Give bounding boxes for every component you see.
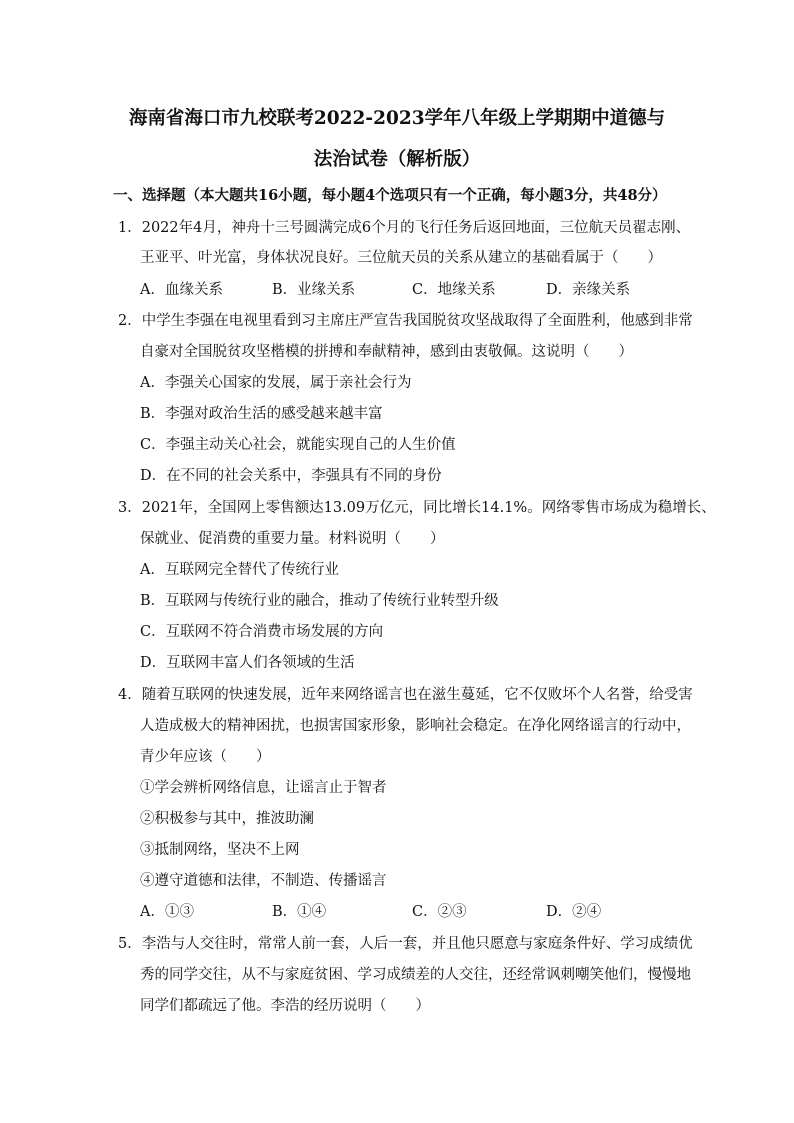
question-3-line-1: 3．2021年，全国网上零售额达13.09万亿元，同比增长14.1%。网络零售市场成为稳增长、 bbox=[118, 500, 716, 516]
question-5-line-3: 同学们都疏远了他。李浩的经历说明（ ） bbox=[140, 998, 430, 1014]
question-4-line-2: 人造成极大的精神困扰，也损害国家形象，影响社会稳定。在净化网络谣言的行动中， bbox=[140, 718, 691, 734]
question-3-option-d: D．互联网丰富人们各领域的生活 bbox=[140, 655, 355, 671]
question-5-line-2: 秀的同学交往，从不与家庭贫困、学习成绩差的人交往，还经常讽刺嘲笑他们，慢慢地 bbox=[140, 967, 691, 983]
question-4-item-1: ①学会辨析网络信息，让谣言止于智者 bbox=[140, 780, 387, 796]
question-1-line-1: 1．2022年4月，神舟十三号圆满完成6个月的飞行任务后返回地面，三位航天员翟志刚、 bbox=[118, 220, 691, 236]
question-2-option-d: D．在不同的社会关系中，李强具有不同的身份 bbox=[140, 468, 442, 484]
question-2-option-a: A．李强关心国家的发展，属于亲社会行为 bbox=[140, 375, 412, 391]
question-4-option-c: C．②③ bbox=[412, 904, 467, 920]
question-4-option-d: D．②④ bbox=[546, 904, 602, 920]
question-2-line-1: 2．中学生李强在电视里看到习主席庄严宣告我国脱贫攻坚战取得了全面胜利，他感到非常 bbox=[118, 313, 693, 329]
question-4-item-4: ④遵守道德和法律，不制造、传播谣言 bbox=[140, 873, 387, 889]
question-1-option-b: B．业缘关系 bbox=[272, 282, 356, 298]
question-2-line-2: 自豪对全国脱贫攻坚楷模的拼搏和奉献精神，感到由衷敬佩。这说明（ ） bbox=[140, 344, 633, 360]
question-1-options bbox=[140, 282, 700, 298]
question-3-option-b: B．互联网与传统行业的融合，推动了传统行业转型升级 bbox=[140, 593, 499, 609]
question-3-option-c: C．互联网不符合消费市场发展的方向 bbox=[140, 624, 384, 640]
question-4-line-3: 青少年应该（ ） bbox=[140, 749, 271, 765]
question-1-option-c: C．地缘关系 bbox=[412, 282, 496, 298]
question-4-item-3: ③抵制网络，坚决不上网 bbox=[140, 842, 300, 858]
section-heading: 一、选择题（本大题共16小题，每小题4个选项只有一个正确，每小题3分，共48分） bbox=[113, 187, 667, 204]
question-5-line-1: 5．李浩与人交往时，常常人前一套，人后一套，并且他只愿意与家庭条件好、学习成绩优 bbox=[118, 936, 693, 952]
question-4-option-b: B．①④ bbox=[272, 904, 327, 920]
question-4-item-2: ②积极参与其中，推波助澜 bbox=[140, 811, 314, 827]
exam-title-line-2: 法治试卷（解析版） bbox=[313, 149, 481, 170]
question-2-option-c: C．李强主动关心社会，就能实现自己的人生价值 bbox=[140, 437, 456, 453]
question-3-line-2: 保就业、促消费的重要力量。材料说明（ ） bbox=[140, 531, 445, 547]
question-4-line-1: 4．随着互联网的快速发展，近年来网络谣言也在滋生蔓延，它不仅败坏个人名誉，给受害 bbox=[118, 687, 693, 703]
question-3-option-a: A．互联网完全替代了传统行业 bbox=[140, 562, 339, 578]
question-1-option-a: A．血缘关系 bbox=[140, 282, 223, 298]
exam-title-line-1: 海南省海口市九校联考2022-2023学年八年级上学期期中道德与 bbox=[128, 108, 666, 129]
question-4-option-a: A．①③ bbox=[140, 904, 194, 920]
question-4-options bbox=[140, 904, 700, 920]
question-1-option-d: D．亲缘关系 bbox=[546, 282, 631, 298]
question-1-line-2: 王亚平、叶光富，身体状况良好。三位航天员的关系从建立的基础看属于（ ） bbox=[140, 250, 662, 266]
question-2-option-b: B．李强对政治生活的感受越来越丰富 bbox=[140, 406, 383, 422]
